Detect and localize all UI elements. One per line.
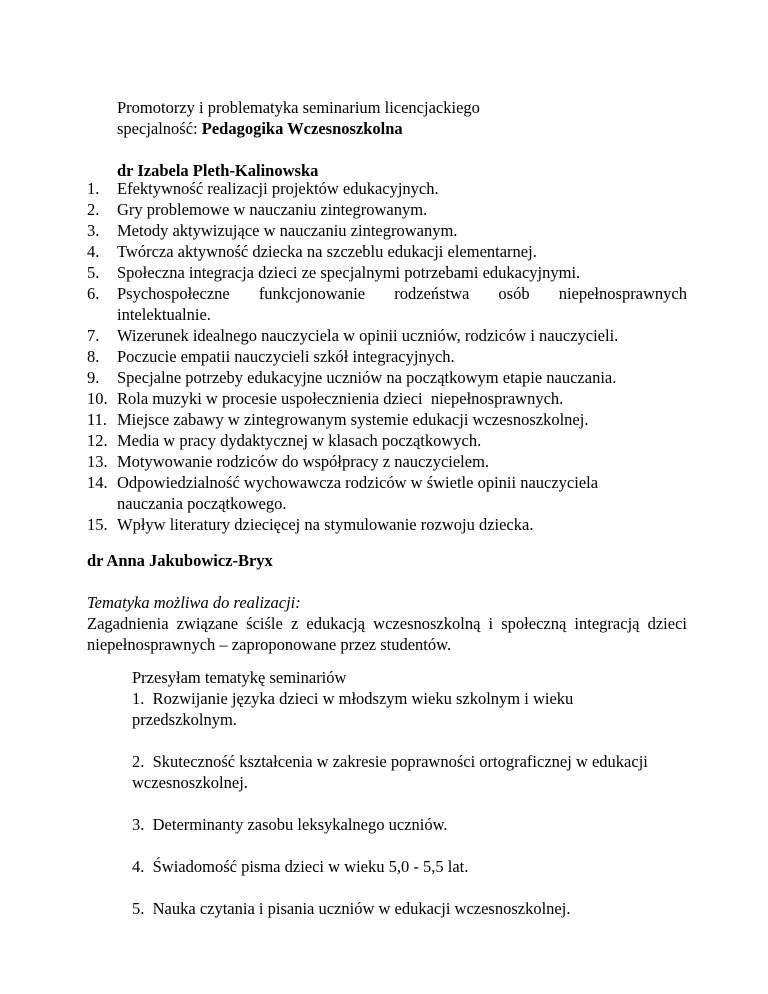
list-item [87,262,687,283]
list-item [87,367,687,388]
item-text: Motywowanie rodziców do współpracy z nauczycielem. [117,452,490,471]
item-number: 14. [87,473,108,492]
item-text: Specjalne potrzeby edukacyjne uczniów na początkowym etapie nauczania. [117,368,617,387]
subheading: Tematyka możliwa do realizacji: [87,593,301,612]
item-number: 5. [87,263,100,282]
item-number: 4. [87,242,100,261]
sent-topics [132,667,672,940]
item-number: 3. [87,221,100,240]
item-text: Efektywność realizacji projektów edukacyjnych. [117,179,439,198]
item-number: 6. [87,284,100,303]
list-item [87,409,687,430]
item-text-continuation: intelektualnie. [117,305,211,324]
item-text: Poczucie empatii nauczycieli szkół integracyjnych. [117,347,455,366]
list-item [87,451,687,472]
list-item [87,178,687,199]
item-number: 9. [87,368,100,387]
item-text: Twórcza aktywność dziecka na szczeblu edukacji elementarnej. [117,242,537,261]
sent-item: 5. Nauka czytania i pisania uczniów w edukacji wczesnoszkolnej. [132,899,571,918]
list-item [87,325,687,346]
item-text: Miejsce zabawy w zintegrowanym systemie edukacji wczesnoszkolnej. [117,410,589,429]
list-item [87,241,687,262]
item-text-continuation: nauczania początkowego. [117,494,287,513]
item-number: 15. [87,515,108,534]
list-item [87,388,687,409]
specialty-prefix: specjalność: [117,119,202,138]
sent-item: 2. Skuteczność kształcenia w zakresie poprawności ortograficznej w edukacji wczesnoszkolnej. [132,752,652,792]
sent-item: 4. Świadomość pisma dzieci w wieku 5,0 - 5,5 lat. [132,857,469,876]
item-text: Gry problemowe w nauczaniu zintegrowanym. [117,200,428,219]
topic-list-1 [87,178,687,535]
sent-item: 3. Determinanty zasobu leksykalnego uczniów. [132,815,448,834]
specialty-name: Pedagogika Wczesnoszkolna [201,119,403,138]
topic-description: Zagadnienia związane ściśle z edukacją wczesnoszkolną i społeczną integracją dzieci niepełnosprawnych – zaproponowane przez studentów. [87,614,687,654]
item-number: 8. [87,347,100,366]
item-number: 1. [87,179,100,198]
item-text: Metody aktywizujące w nauczaniu zintegrowanym. [117,221,458,240]
item-number: 13. [87,452,108,471]
item-number: 10. [87,389,108,408]
item-text: Media w pracy dydaktycznej w klasach początkowych. [117,431,482,450]
item-text: Rola muzyki w procesie uspołecznienia dzieci niepełnosprawnych. [117,389,564,408]
item-text: Odpowiedzialność wychowawcza rodziców w świetle opinii nauczyciela [117,473,599,492]
specialty-line [117,118,677,139]
promoter-name-2: dr Anna Jakubowicz-Bryx [87,551,273,570]
promoter-section-2 [87,550,687,655]
list-item [87,199,687,220]
item-number: 2. [87,200,100,219]
list-item [87,430,687,451]
item-text: Społeczna integracja dzieci ze specjalnymi potrzebami edukacyjnymi. [117,263,581,282]
sent-item: 1. Rozwijanie języka dzieci w młodszym wieku szkolnym i wieku przedszkolnym. [132,689,578,729]
list-item [87,472,687,514]
item-text: Psychospołeczne funkcjonowanie rodzeństwa osób niepełnosprawnych [117,284,687,303]
item-number: 11. [87,410,108,429]
promoter-name-1: dr Izabela Pleth-Kalinowska [117,161,319,180]
item-text: Wpływ literatury dziecięcej na stymulowanie rozwoju dziecka. [117,515,534,534]
item-number: 7. [87,326,100,345]
list-item [87,220,687,241]
list-item [87,514,687,535]
item-number: 12. [87,431,108,450]
list-item [87,283,687,325]
document-header [117,97,677,181]
item-text: Wizerunek idealnego nauczyciela w opinii uczniów, rodziców i nauczycieli. [117,326,619,345]
list-item [87,346,687,367]
seminar-title: Promotorzy i problematyka seminarium licencjackiego [117,98,480,117]
sent-intro: Przesyłam tematykę seminariów [132,668,347,687]
